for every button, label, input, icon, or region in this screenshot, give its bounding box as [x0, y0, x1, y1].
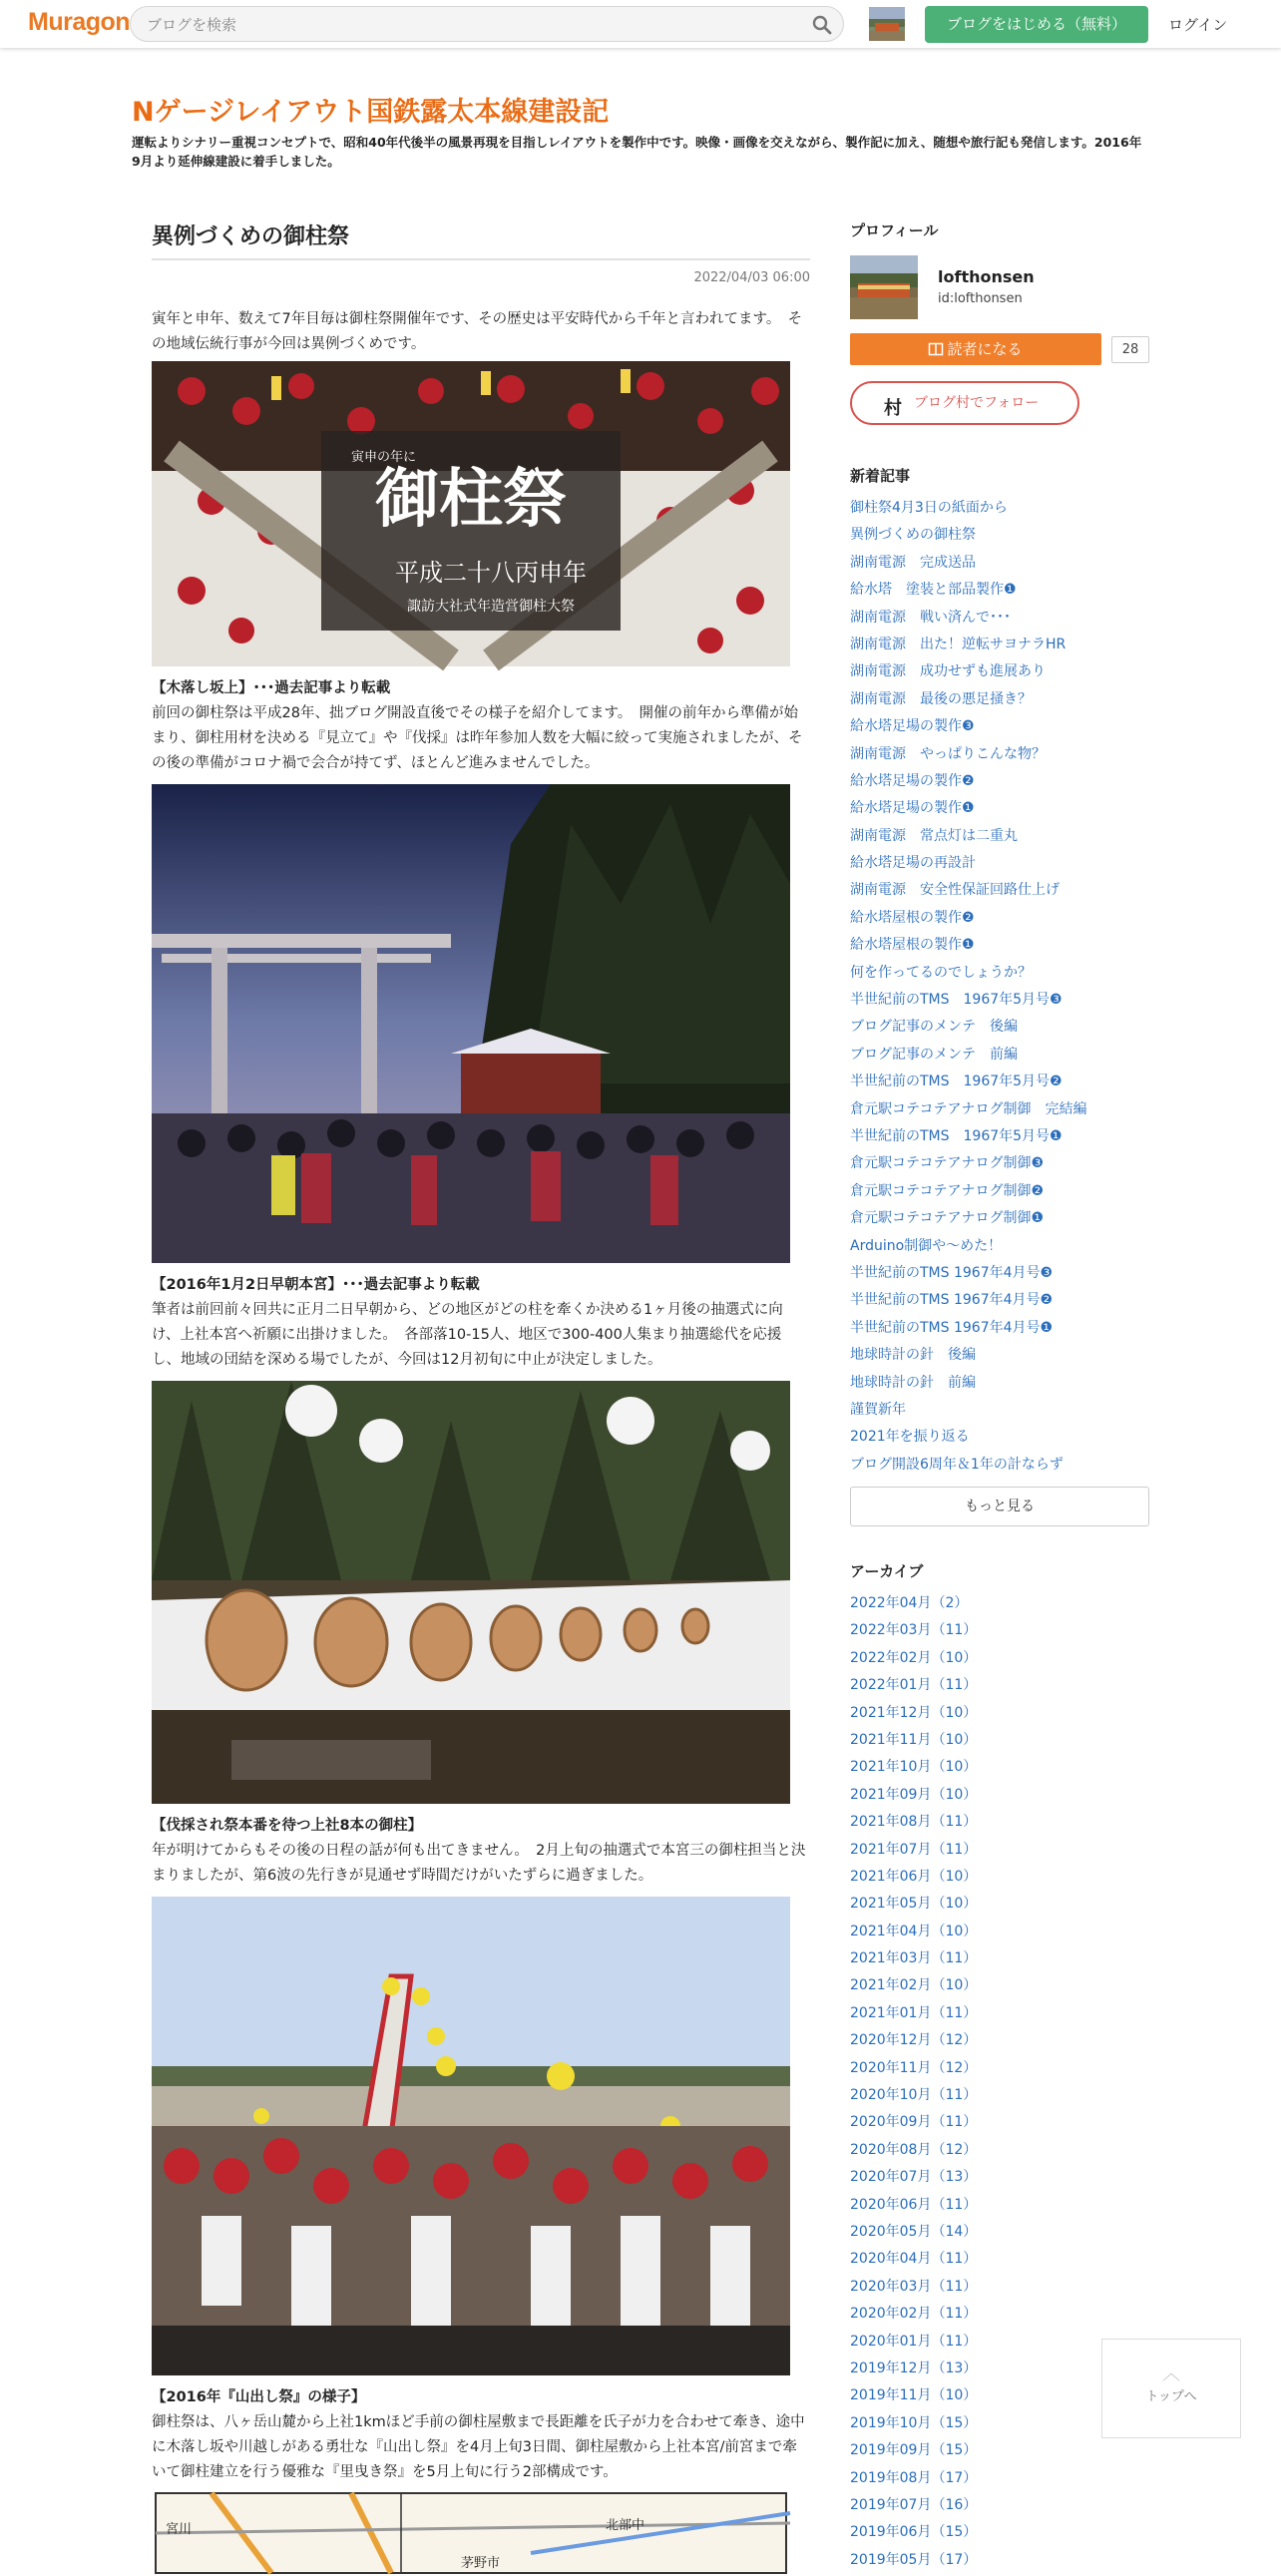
- archive-month-link[interactable]: 2021年03月（11）: [850, 1950, 978, 1967]
- recent-article-link[interactable]: 湖南電源 戦い済んで･･･: [850, 609, 1011, 626]
- article-subheading: 【2016年1月2日早朝本宮】･･･過去記事より転載: [152, 1277, 480, 1293]
- archive-month-link[interactable]: 2019年10月（15）: [850, 2414, 978, 2431]
- blogmura-follow-button[interactable]: [850, 381, 1079, 425]
- archive-month-link[interactable]: 2020年09月（11）: [850, 2114, 978, 2131]
- back-to-top-button[interactable]: [1101, 2339, 1241, 2438]
- recent-article-link[interactable]: ブログ開設6周年＆1年の計ならず: [850, 1456, 1064, 1473]
- map-label: 宮川: [166, 2522, 193, 2537]
- recent-article-link[interactable]: 給水塔 塗装と部品製作❶: [850, 582, 1017, 599]
- recent-article-link[interactable]: 湖南電源 常点灯は二重丸: [850, 827, 1018, 844]
- archive-month-link[interactable]: 2020年01月（11）: [850, 2333, 978, 2350]
- article-date: 2022/04/03 06:00: [693, 270, 810, 285]
- archive-month-link[interactable]: 2019年11月（10）: [850, 2387, 978, 2404]
- archive-month-link[interactable]: 2021年02月（10）: [850, 1977, 978, 1994]
- recent-article-link[interactable]: 湖南電源 最後の悪足掻き？: [850, 690, 1032, 707]
- recent-article-link[interactable]: 半世紀前のTMS 1967年4月号❷: [850, 1292, 1054, 1309]
- recent-article-link[interactable]: 湖南電源 やっぱりこんな物？: [850, 745, 1046, 762]
- more-button[interactable]: もっと見る: [850, 1487, 1149, 1526]
- poster-subtitle: 諏訪大社式年造営御柱大祭: [407, 599, 575, 615]
- archive-month-link[interactable]: 2022年01月（11）: [850, 1677, 978, 1694]
- archive-month-link[interactable]: 2020年02月（11）: [850, 2306, 978, 2323]
- archive-month-link[interactable]: 2019年07月（16）: [850, 2496, 978, 2513]
- recent-article-link[interactable]: 倉元駅コテコテアナログ制御❷: [850, 1182, 1044, 1199]
- archive-month-link[interactable]: 2021年08月（11）: [850, 1814, 978, 1831]
- search-icon[interactable]: [811, 14, 833, 36]
- search-input[interactable]: [147, 14, 785, 36]
- archive-month-link[interactable]: 2019年08月（17）: [850, 2469, 978, 2486]
- yamadashi-festival-photo[interactable]: [152, 1897, 790, 2375]
- recent-article-link[interactable]: 何を作ってるのでしょうか？: [850, 964, 1032, 981]
- archive-month-link[interactable]: 2021年04月（10）: [850, 1923, 978, 1939]
- archive-month-link[interactable]: 2021年09月（10）: [850, 1786, 978, 1803]
- follow-label: ブログ村でフォロー: [914, 395, 1040, 411]
- recent-article-link[interactable]: 半世紀前のTMS 1967年5月号❷: [850, 1073, 1063, 1090]
- reader-count: 28: [1111, 336, 1149, 363]
- archive-month-link[interactable]: 2021年07月（11）: [850, 1841, 978, 1858]
- recent-article-link[interactable]: ブログ記事のメンテ 後編: [850, 1019, 1018, 1036]
- recent-article-link[interactable]: 湖南電源 安全性保証回路仕上げ: [850, 882, 1060, 899]
- recent-article-link[interactable]: 湖南電源 出た！逆転サヨナラHR: [850, 636, 1067, 652]
- search-box[interactable]: [130, 6, 844, 42]
- become-reader-label: 読者になる: [947, 340, 1023, 358]
- recent-article-link[interactable]: ブログ記事のメンテ 前編: [850, 1046, 1018, 1063]
- article-subheading: 【伐採され祭本番を待つ上社8本の御柱】: [152, 1818, 423, 1834]
- poster-year: 平成二十八丙申年: [395, 559, 587, 587]
- recent-article-link[interactable]: 給水塔屋根の製作❶: [850, 937, 975, 954]
- archive-month-link[interactable]: 2021年12月（10）: [850, 1704, 978, 1721]
- recent-articles-list: [850, 497, 1149, 1481]
- onbashira-logs-photo[interactable]: [152, 1381, 790, 1804]
- recent-article-link[interactable]: 湖南電源 完成送品: [850, 554, 976, 571]
- profile-heading: プロフィール: [850, 221, 939, 239]
- reader-icon: [929, 343, 943, 355]
- archive-month-link[interactable]: 2020年07月（13）: [850, 2169, 978, 2186]
- top-bar: [0, 0, 1281, 48]
- archive-month-link[interactable]: 2021年06月（10）: [850, 1868, 978, 1885]
- start-blog-button[interactable]: ブログをはじめる（無料）: [925, 6, 1148, 43]
- archive-month-link[interactable]: 2019年09月（15）: [850, 2442, 978, 2459]
- article-paragraph: 御柱祭は、八ヶ岳山麓から上社1kmほど手前の御柱屋敷まで長距離を氏子が力を合わせて牽き、途中に木落し坂や川越しがある勇壮な『山出し祭』を4月上旬3日間、御柱屋敷から上社本宮/前宮まで牽いて御柱建立を行う優雅な『里曳き祭』を5月上旬に行う2部構成です。: [152, 2414, 805, 2480]
- map-label: 北部中: [606, 2518, 645, 2533]
- recent-article-link[interactable]: 給水塔足場の製作❷: [850, 772, 975, 789]
- torii-dawn-photo[interactable]: [152, 784, 790, 1263]
- recent-article-link[interactable]: 御柱祭4月3日の紙面から: [850, 500, 1008, 516]
- route-map-image[interactable]: [152, 2493, 790, 2573]
- recent-article-link[interactable]: 2021年を振り返る: [850, 1429, 970, 1446]
- archive-month-link[interactable]: 2020年03月（11）: [850, 2278, 978, 2295]
- profile-name[interactable]: lofthonsen: [938, 267, 1035, 286]
- archive-month-link[interactable]: 2019年12月（13）: [850, 2360, 978, 2376]
- archive-month-link[interactable]: 2022年02月（10）: [850, 1649, 978, 1666]
- article-paragraph: 年が明けてからもその後の日程の話が何も出てきません。 2月上旬の抽選式で本宮三の御柱担当と決まりましたが、第6波の先行きが見通せず時間だけがいたずらに過ぎました。: [152, 1843, 806, 1884]
- onbashira-poster-image[interactable]: [152, 361, 790, 666]
- recent-article-link[interactable]: 地球時計の針 前編: [850, 1374, 976, 1391]
- article-paragraph: 筆者は前回前々回共に正月二日早朝から、どの地区がどの柱を牽くか決める1ヶ月後の抽選式に向け、上社本宮へ祈願に出掛けました。 各部落10-15人、地区で300-400人集まり抽選総代を応援し、地域の団結を深める場でしたが、今回は12月初旬に中止が決定しました。: [152, 1302, 783, 1368]
- archive-month-link[interactable]: 2019年05月（17）: [850, 2551, 978, 2568]
- recent-article-link[interactable]: 半世紀前のTMS 1967年5月号❶: [850, 1127, 1063, 1144]
- profile-id: id:lofthonsen: [938, 291, 1023, 306]
- archive-month-link[interactable]: 2019年06月（15）: [850, 2524, 978, 2541]
- recent-article-link[interactable]: 倉元駅コテコテアナログ制御❶: [850, 1210, 1044, 1227]
- archive-month-link[interactable]: 2020年10月（11）: [850, 2087, 978, 2104]
- archive-heading: アーカイブ: [850, 1562, 924, 1580]
- recent-article-link[interactable]: 湖南電源 成功せずも進展あり: [850, 663, 1046, 680]
- recent-article-link[interactable]: 給水塔足場の再設計: [850, 855, 976, 872]
- archive-month-link[interactable]: 2021年10月（10）: [850, 1759, 978, 1776]
- recent-article-link[interactable]: 給水塔屋根の製作❷: [850, 909, 975, 926]
- recent-article-link[interactable]: 異例づくめの御柱祭: [850, 527, 976, 544]
- sidebar: [850, 219, 1149, 2568]
- recent-article-link[interactable]: 給水塔足場の製作❶: [850, 800, 975, 817]
- article-paragraph: 前回の御柱祭は平成28年、拙ブログ開設直後でその様子を紹介してます。 開催の前年から準備が始まり、御柱用材を決める『見立て』や『伐採』は昨年参加人数を大幅に絞って実施されましたが、その後の準備がコロナ禍で会合が持てず、ほとんど進みませんでした。: [152, 705, 803, 771]
- archive-month-link[interactable]: 2021年05月（10）: [850, 1896, 978, 1913]
- article-subheading: 【木落し坂上】･･･過去記事より転載: [152, 680, 391, 696]
- article: [152, 219, 810, 2573]
- archive-month-link[interactable]: 2020年12月（12）: [850, 2032, 978, 2049]
- become-reader-button[interactable]: [850, 333, 1101, 365]
- article-subheading: 【2016年『山出し祭』の様子】: [152, 2389, 366, 2405]
- article-paragraph: 寅年と申年、数えて7年目毎は御柱祭開催年です、その歴史は平安時代から千年と言われてます。 その地域伝統行事が今回は異例づくめです。: [152, 311, 803, 352]
- article-title[interactable]: 異例づくめの御柱祭: [152, 219, 810, 260]
- recent-article-link[interactable]: 謹賀新年: [850, 1401, 906, 1418]
- archive-month-link[interactable]: 2020年04月（11）: [850, 2251, 978, 2268]
- recent-article-link[interactable]: 地球時計の針 後編: [850, 1347, 976, 1364]
- poster-title: 御柱祭: [375, 462, 567, 537]
- archive-month-link[interactable]: 2022年03月（11）: [850, 1622, 978, 1639]
- muragon-logo[interactable]: Muragon: [28, 8, 131, 36]
- archive-month-link[interactable]: 2020年05月（14）: [850, 2223, 978, 2240]
- archive-month-link[interactable]: 2021年01月（11）: [850, 2004, 978, 2021]
- profile-avatar[interactable]: [850, 255, 918, 319]
- blog-title[interactable]: Nゲージレイアウト国鉄露太本線建設記: [132, 97, 610, 128]
- blogmura-icon: 村: [884, 398, 902, 419]
- back-to-top-label: トップへ: [1145, 2389, 1197, 2404]
- recent-article-link[interactable]: 倉元駅コテコテアナログ制御❸: [850, 1155, 1044, 1172]
- recent-article-link[interactable]: 半世紀前のTMS 1967年5月号❸: [850, 992, 1063, 1009]
- archive-month-link[interactable]: 2020年11月（12）: [850, 2059, 978, 2076]
- login-link[interactable]: ログイン: [1168, 16, 1228, 34]
- recent-articles-heading: 新着記事: [850, 467, 911, 485]
- chevron-up-icon: ︿: [1162, 2363, 1180, 2384]
- archive-month-link[interactable]: 2020年06月（11）: [850, 2196, 978, 2213]
- user-avatar[interactable]: [869, 7, 905, 41]
- blog-description: 運転よりシナリー重視コンセプトで、昭和40年代後半の風景再現を目指しレイアウトを製作中です。映像・画像を交えながら、製作記に加え、随想や旅行記も発信します。2016年9月より延伸線建設に着手しました。: [132, 135, 1142, 169]
- poster-vertical-text: 寅申の年に: [351, 450, 417, 465]
- map-label: 茅野市: [461, 2556, 501, 2571]
- recent-article-link[interactable]: 倉元駅コテコテアナログ制御 完結編: [850, 1100, 1087, 1117]
- recent-article-link[interactable]: Arduino制御や～めた！: [850, 1237, 1003, 1254]
- archive-month-link[interactable]: 2021年11月（10）: [850, 1731, 978, 1748]
- archive-month-link[interactable]: 2022年04月（2）: [850, 1595, 969, 1611]
- recent-article-link[interactable]: 半世紀前のTMS 1967年4月号❸: [850, 1264, 1054, 1281]
- archive-month-link[interactable]: 2020年08月（12）: [850, 2141, 978, 2158]
- recent-article-link[interactable]: 給水塔足場の製作❸: [850, 718, 975, 735]
- recent-article-link[interactable]: 半世紀前のTMS 1967年4月号❶: [850, 1319, 1054, 1336]
